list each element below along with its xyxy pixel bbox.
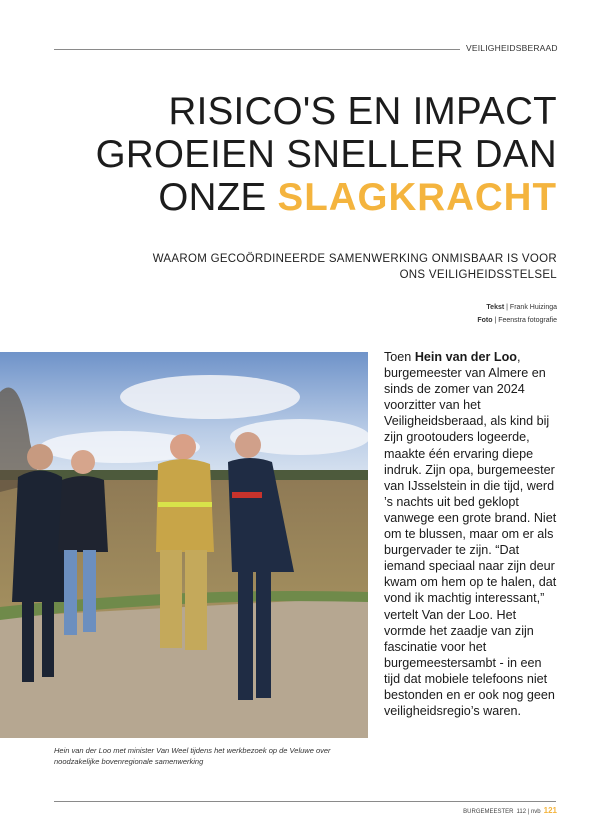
body-text: , burgemeester van Almere en sinds de zomer van 2024 voorzitter van het Veiligheidsberaad, als kind bij zijn grootouders logeerde, maakte één ervaring diepe indruk. Zijn opa, burgemeester van IJsselstein in die tijd, werd ’s nachts uit bed geklopt vanwege een grote brand. Niet om te blussen, maar om er als burgervader te zijn. “Dat iemand speciaal naar zijn deur kwam om hem op te halen, dat vond ik machtig interessant,” vertelt Van der Loo. Het vormde het zaadje van zijn fascinatie voor het burgemeestersambt - in een tijd dat mobiele telefoons niet bestonden en er ook nog geen veiligheidsregio’s waren.	[384, 350, 557, 719]
article-photo	[0, 352, 368, 738]
credit-photo-value: | Feenstra fotografie	[494, 317, 557, 324]
photo-caption: Hein van der Loo met minister Van Weel tijdens het werkbezoek op de Veluwe over noodzakelijke bovenregionale samenwerking	[54, 746, 331, 766]
headline	[96, 90, 557, 219]
credit-photo-label: Foto	[477, 317, 493, 324]
credit-photo	[477, 314, 557, 327]
footer-issue: 112 | nvb	[516, 809, 541, 815]
subtitle: WAAROM GECOÖRDINEERDE SAMENWERKING ONMISBAAR IS VOOR ONS VEILIGHEIDSSTELSEL	[152, 253, 557, 281]
headline-line-3	[96, 176, 557, 219]
body-person-name: Hein van der Loo	[414, 350, 517, 364]
section-label: VEILIGHEIDSBERAAD	[466, 43, 558, 53]
page-number: 121	[543, 806, 557, 815]
headline-accent-word: SLAGKRACHT	[277, 176, 557, 219]
article-body	[384, 349, 559, 719]
top-rule	[54, 49, 460, 50]
headline-line-3-prefix: ONZE	[158, 176, 278, 219]
credit-text-label: Tekst	[486, 304, 505, 311]
footer-publication: BURGEMEESTER	[463, 809, 514, 815]
credits	[477, 301, 557, 327]
credit-text-value: | Frank Huizinga	[506, 304, 557, 311]
bottom-rule	[54, 801, 556, 802]
credit-text	[477, 301, 557, 314]
headline-line-1: RISICO'S EN IMPACT	[168, 90, 557, 133]
headline-line-2: GROEIEN SNELLER DAN	[95, 133, 557, 176]
body-intro: Toen	[384, 350, 415, 364]
page-footer	[463, 806, 557, 815]
